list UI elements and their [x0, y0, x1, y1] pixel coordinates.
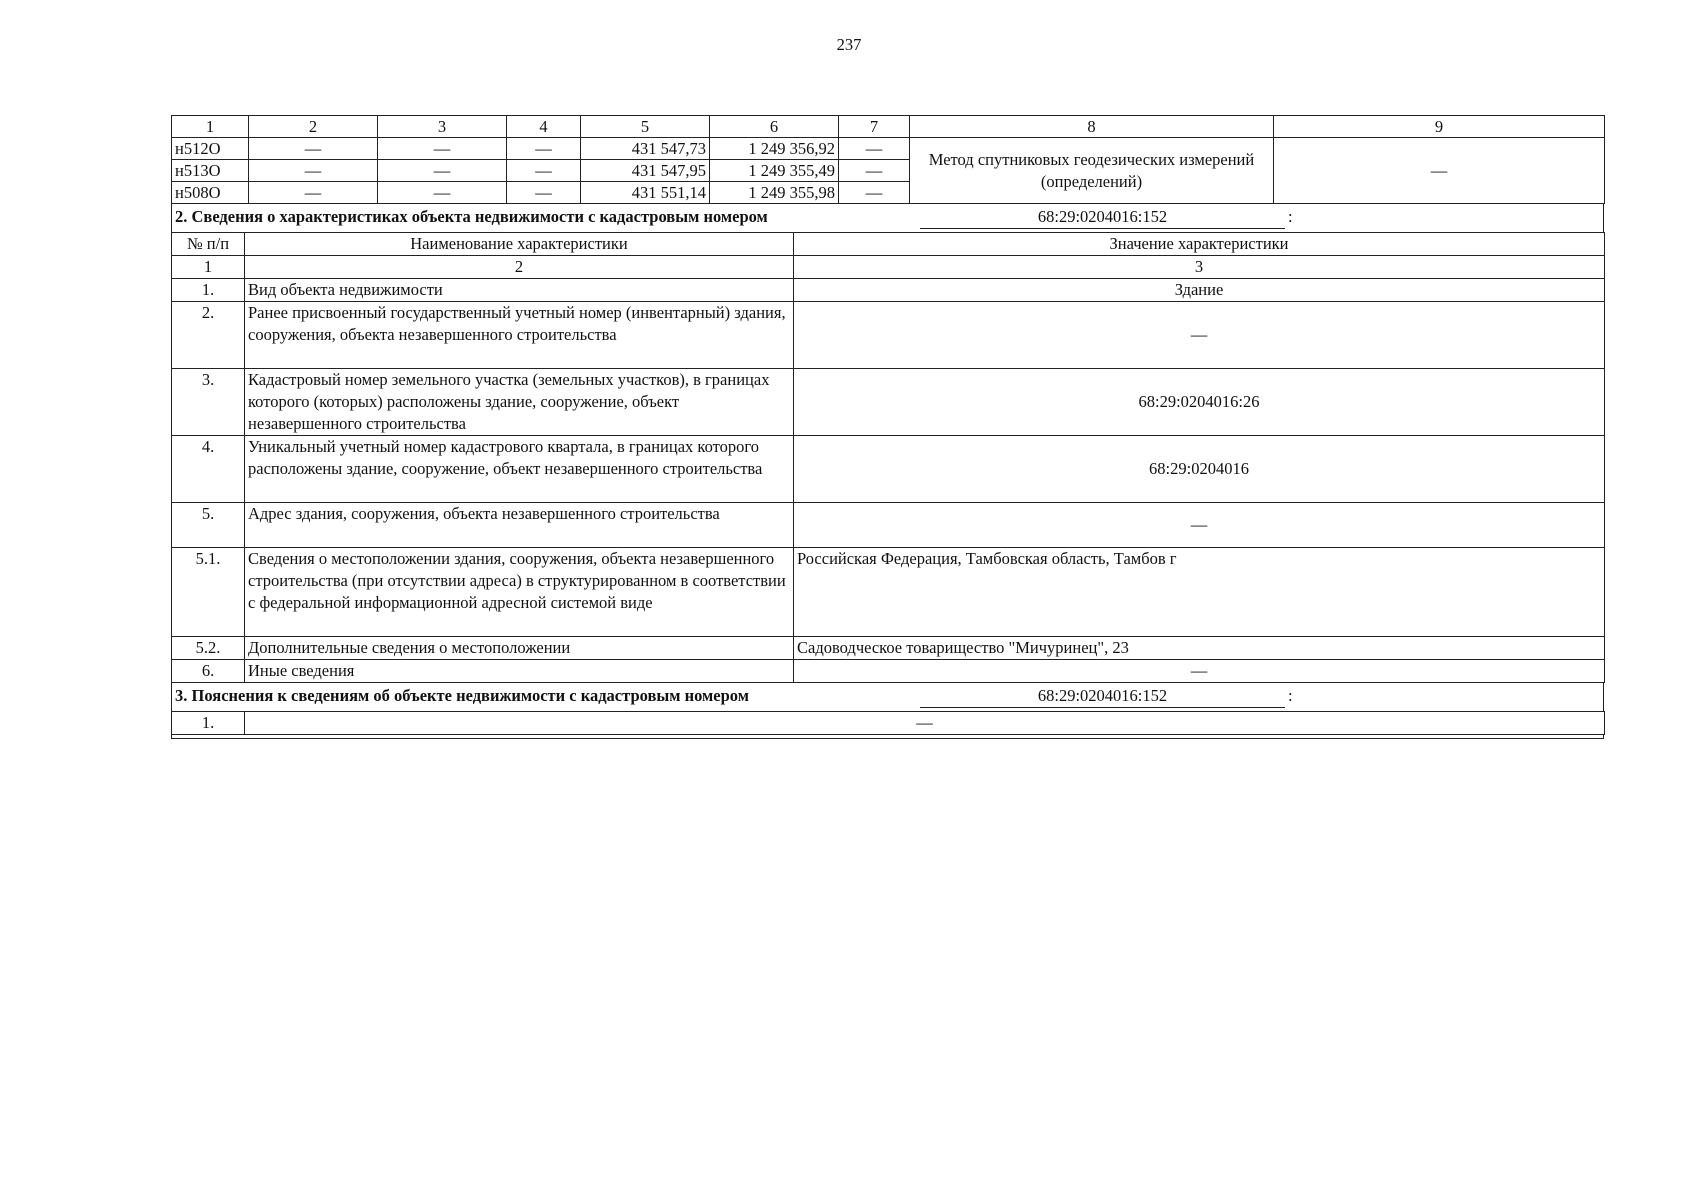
table-row	[172, 436, 1605, 503]
table-row	[172, 138, 1605, 160]
characteristic-name: Ранее присвоенный государственный учетный номер (инвентарный) здания, сооружения, объекта незавершенного строительства	[245, 302, 794, 369]
method-cell: Метод спутниковых геодезических измерений (определений)	[910, 138, 1274, 204]
cell: —	[378, 182, 507, 204]
characteristic-value: —	[794, 302, 1605, 369]
explanations-table	[171, 711, 1605, 735]
header-cell: № п/п	[172, 233, 245, 256]
table-bottom-border	[171, 735, 1604, 739]
cell: —	[839, 138, 910, 160]
cell: —	[249, 182, 378, 204]
coordinates-table	[171, 115, 1605, 204]
coord-y: 1 249 356,92	[710, 138, 839, 160]
characteristic-name: Сведения о местоположении здания, сооружения, объекта незавершенного строительства (при отсутствии адреса) в структурированном в соответствии с федеральной информационной адресной системой виде	[245, 548, 794, 637]
row-number: 1.	[172, 712, 245, 735]
characteristics-table	[171, 232, 1605, 683]
characteristic-value: Российская Федерация, Тамбовская область, Тамбов г	[794, 548, 1605, 637]
cell: —	[507, 160, 581, 182]
characteristic-value: Здание	[794, 279, 1605, 302]
coord-y: 1 249 355,49	[710, 160, 839, 182]
section2-cadastral-number: 68:29:0204016:152	[920, 206, 1285, 229]
characteristic-name: Уникальный учетный номер кадастрового квартала, в границах которого расположены здание, сооружение, объект незавершенного строительства	[245, 436, 794, 503]
table-row	[172, 660, 1605, 683]
row-number: 6.	[172, 660, 245, 683]
coord-x: 431 551,14	[581, 182, 710, 204]
cell: —	[378, 160, 507, 182]
section3-cadastral-number: 68:29:0204016:152	[920, 685, 1285, 708]
row-number: 2.	[172, 302, 245, 369]
characteristic-name: Кадастровый номер земельного участка (земельных участков), в границах которого (которых) расположены здание, сооружение, объект незавершенного строительства	[245, 369, 794, 436]
row-number: 4.	[172, 436, 245, 503]
table-row	[172, 637, 1605, 660]
section2-heading	[171, 204, 1604, 232]
cell: —	[839, 182, 910, 204]
table-row	[172, 548, 1605, 637]
characteristic-name: Адрес здания, сооружения, объекта незавершенного строительства	[245, 503, 794, 548]
col9-cell: —	[1274, 138, 1605, 204]
header-cell: 4	[507, 116, 581, 138]
section3-colon: :	[1288, 686, 1293, 705]
cell: —	[249, 138, 378, 160]
header-cell: 7	[839, 116, 910, 138]
characteristic-name: Дополнительные сведения о местоположении	[245, 637, 794, 660]
characteristics-header-num-row	[172, 256, 1605, 279]
characteristic-name: Вид объекта недвижимости	[245, 279, 794, 302]
header-cell: Наименование характеристики	[245, 233, 794, 256]
section3-title: 3. Пояснения к сведениям об объекте недвижимости с кадастровым номером	[175, 686, 749, 705]
section2-title: 2. Сведения о характеристиках объекта недвижимости с кадастровым номером	[175, 207, 768, 226]
characteristic-value: 68:29:0204016:26	[794, 369, 1605, 436]
header-cell: 5	[581, 116, 710, 138]
header-cell: 9	[1274, 116, 1605, 138]
coord-x: 431 547,95	[581, 160, 710, 182]
point-name: н512О	[172, 138, 249, 160]
cell: —	[507, 138, 581, 160]
header-cell: 6	[710, 116, 839, 138]
point-name: н508О	[172, 182, 249, 204]
header-cell: 1	[172, 116, 249, 138]
section3-heading	[171, 683, 1604, 711]
header-cell: Значение характеристики	[794, 233, 1605, 256]
header-cell: 1	[172, 256, 245, 279]
header-cell: 3	[378, 116, 507, 138]
coord-y: 1 249 355,98	[710, 182, 839, 204]
characteristic-name: Иные сведения	[245, 660, 794, 683]
characteristic-value: —	[794, 503, 1605, 548]
cell: —	[507, 182, 581, 204]
row-number: 5.1.	[172, 548, 245, 637]
characteristics-header-row	[172, 233, 1605, 256]
characteristic-value: —	[794, 660, 1605, 683]
header-cell: 3	[794, 256, 1605, 279]
header-cell: 8	[910, 116, 1274, 138]
table-row	[172, 369, 1605, 436]
table-row	[172, 279, 1605, 302]
row-number: 5.	[172, 503, 245, 548]
row-number: 1.	[172, 279, 245, 302]
cell: —	[839, 160, 910, 182]
coord-x: 431 547,73	[581, 138, 710, 160]
document-body	[171, 115, 1604, 739]
section2-colon: :	[1288, 207, 1293, 226]
characteristic-value: 68:29:0204016	[794, 436, 1605, 503]
table-row	[172, 712, 1605, 735]
point-name: н513О	[172, 160, 249, 182]
cell: —	[378, 138, 507, 160]
row-number: 5.2.	[172, 637, 245, 660]
header-cell: 2	[249, 116, 378, 138]
header-cell: 2	[245, 256, 794, 279]
table-row	[172, 302, 1605, 369]
row-number: 3.	[172, 369, 245, 436]
cell: —	[249, 160, 378, 182]
coordinates-header-row	[172, 116, 1605, 138]
explanation-value: —	[245, 712, 1605, 735]
characteristic-value: Садоводческое товарищество "Мичуринец", 23	[794, 637, 1605, 660]
table-row	[172, 503, 1605, 548]
page-number: 237	[836, 35, 862, 54]
